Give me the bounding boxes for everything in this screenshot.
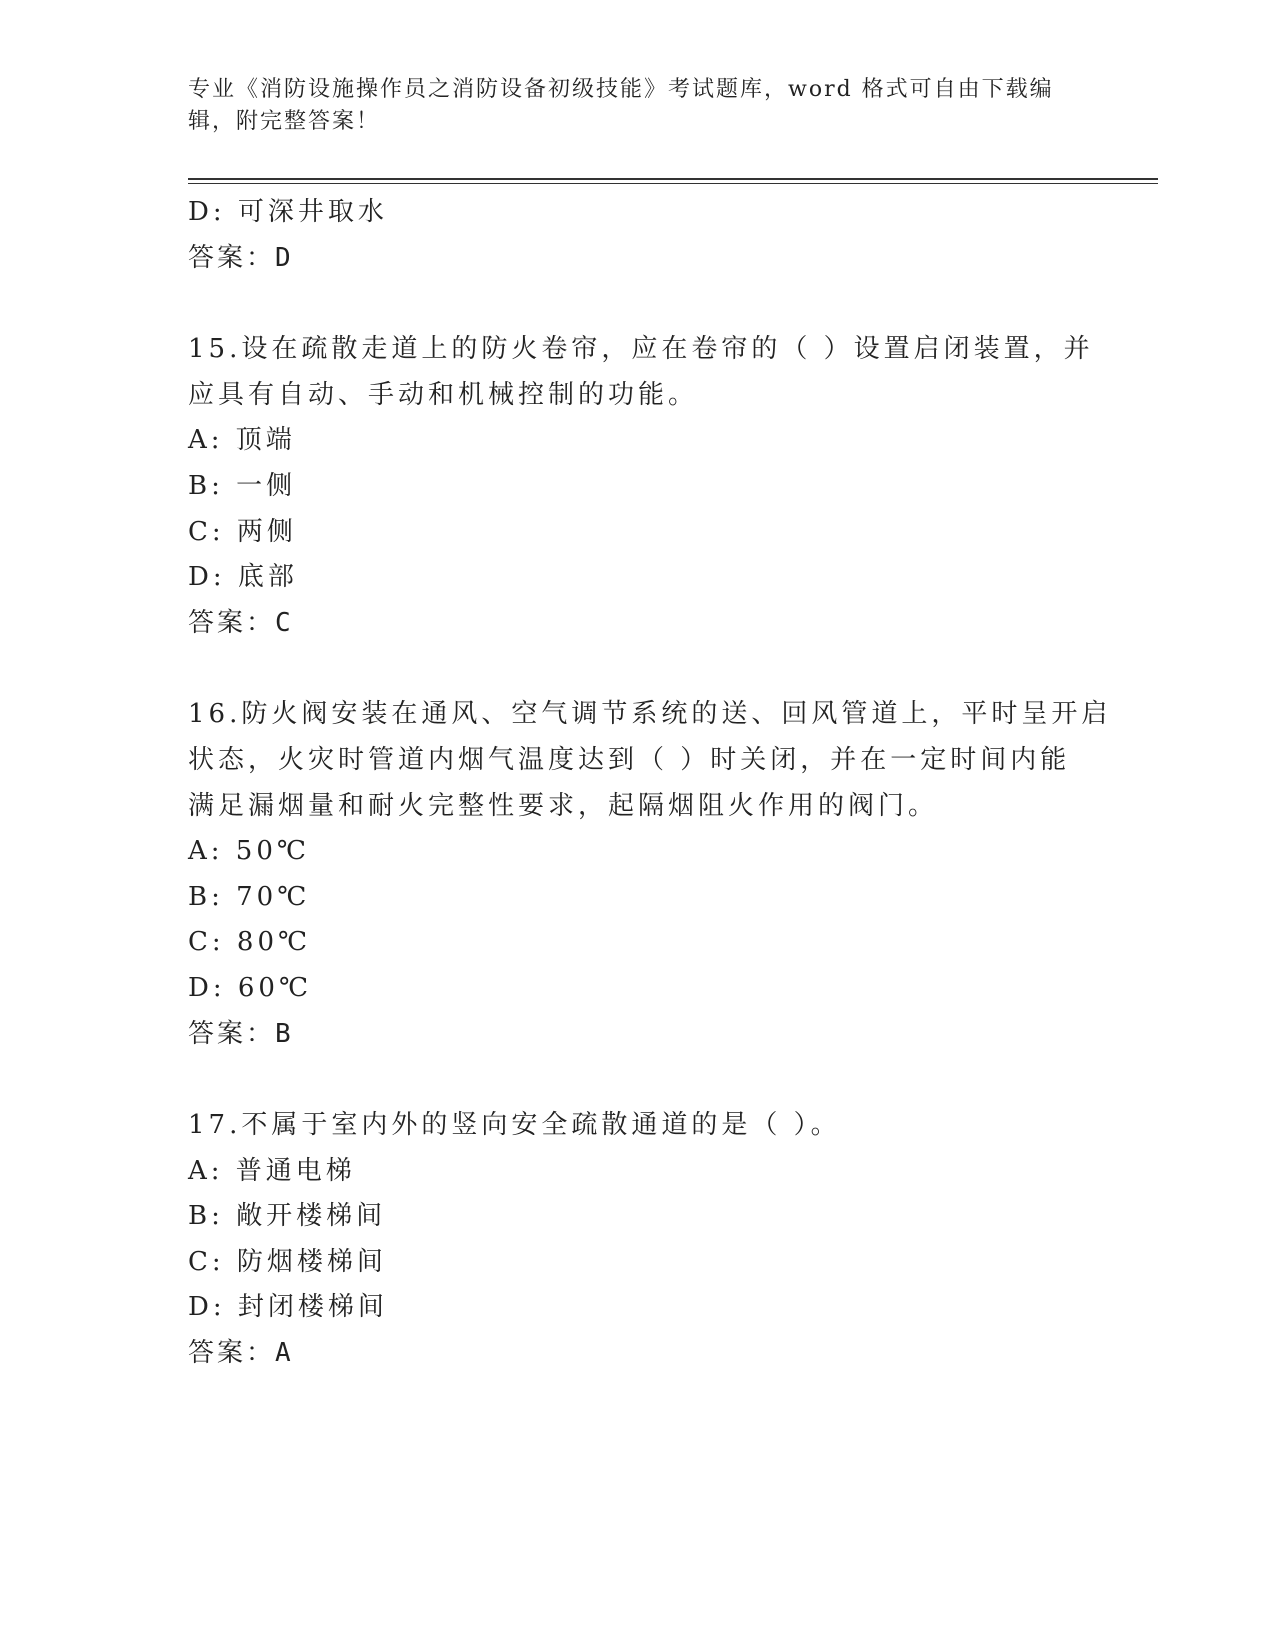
question-17 xyxy=(188,1103,1088,1377)
option-a: A: 50℃ xyxy=(188,836,310,867)
option-c: C: 防烟楼梯间 xyxy=(188,1246,387,1277)
answer: 答案：B xyxy=(188,1018,294,1049)
question-text-line: 15.设在疏散走道上的防火卷帘，应在卷帘的（ ）设置启闭装置，并 xyxy=(188,334,1094,365)
answer: 答案：C xyxy=(188,607,294,638)
header-rule-thin xyxy=(188,183,1158,184)
answer: 答案：D xyxy=(188,242,294,273)
option-d: D: 60℃ xyxy=(188,972,313,1003)
option-b: B: 一侧 xyxy=(188,470,297,501)
question-text-line: 应具有自动、手动和机械控制的功能。 xyxy=(188,379,699,410)
option-c: C: 两侧 xyxy=(188,516,297,547)
option-a: A: 普通电梯 xyxy=(188,1155,356,1186)
question-15 xyxy=(188,327,1094,646)
document-body xyxy=(188,190,1112,1377)
question-text-line: 16.防火阀安装在通风、空气调节系统的送、回风管道上，平时呈开启 xyxy=(188,699,1112,730)
question-16 xyxy=(188,692,1112,1057)
option-c: C: 80℃ xyxy=(188,927,312,958)
option-a: A: 顶端 xyxy=(188,425,296,456)
question-text-line: 状态，火灾时管道内烟气温度达到（ ）时关闭，并在一定时间内能 xyxy=(188,744,1071,775)
option-d: D: 底部 xyxy=(188,562,298,593)
option-d: D: 可深井取水 xyxy=(188,197,388,227)
header-line-1: 专业《消防设施操作员之消防设备初级技能》考试题库，word 格式可自由下载编 xyxy=(188,77,1054,102)
document-header xyxy=(188,74,1068,138)
option-b: B: 敞开楼梯间 xyxy=(188,1201,387,1232)
header-line-2: 辑，附完整答案！ xyxy=(188,109,381,134)
option-d: D: 封闭楼梯间 xyxy=(188,1292,388,1323)
answer: 答案：A xyxy=(188,1338,294,1369)
option-b: B: 70℃ xyxy=(188,881,311,912)
question-text-line: 满足漏烟量和耐火完整性要求，起隔烟阻火作用的阀门。 xyxy=(188,790,939,821)
header-rule-thick xyxy=(188,178,1158,180)
question-text-line: 17.不属于室内外的竖向安全疏散通道的是（ ）。 xyxy=(188,1110,841,1141)
prev-question xyxy=(188,190,1088,281)
